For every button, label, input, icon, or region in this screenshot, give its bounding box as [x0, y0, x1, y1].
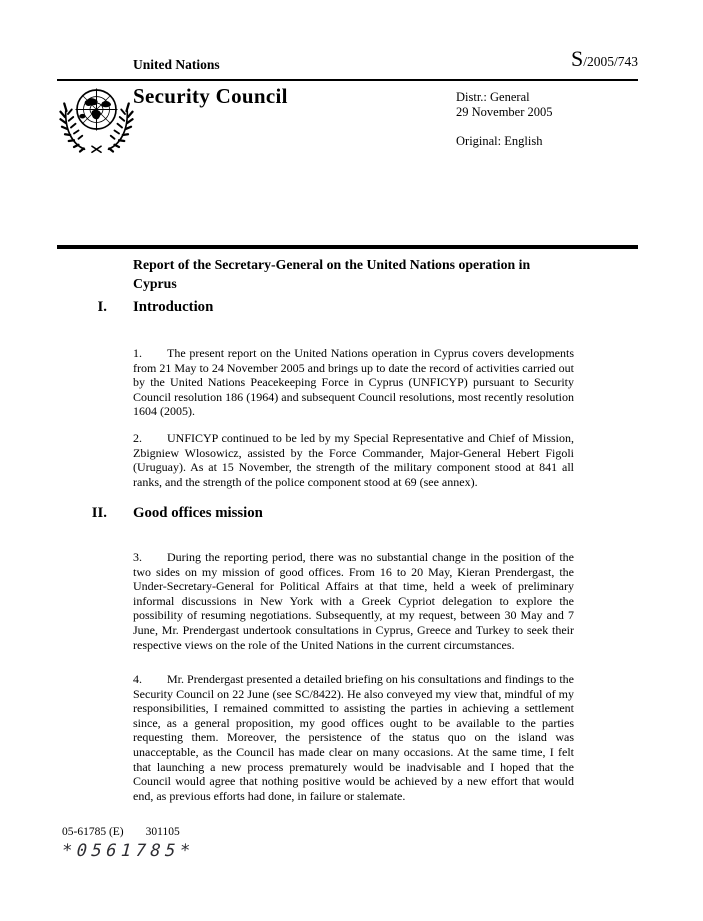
paragraph-2	[133, 431, 574, 489]
paragraph-number: 2.	[133, 431, 142, 445]
date-line: 29 November 2005	[456, 105, 553, 119]
paragraph-number: 4.	[133, 672, 142, 686]
distr-line: Distr.: General	[456, 90, 530, 104]
footer-job-line	[62, 826, 180, 838]
title-rule	[57, 245, 638, 249]
paragraph-4	[133, 672, 574, 803]
paragraph-text: During the reporting period, there was no substantial change in the position of the two sides on my mission of good offices. From 16 to 20 May, Kieran Prendergast, the Under-Secretary-General for Political Affairs at that time, held a week of preliminary informal discussions in New York with a Greek Cypriot delegation to explore the possibility of resuming negotiations. Subsequently, at my request, between 30 May and 7 June, Mr. Prendergast undertook consultations in Cyprus, Greece and Turkey to seek their respective views on the role of the United Nations in the current circumstances.	[133, 550, 574, 652]
report-title: Report of the Secretary-General on the United Nations operation in Cyprus	[133, 257, 531, 291]
section-label: Good offices mission	[133, 505, 263, 521]
organ-title: Security Council	[133, 84, 288, 108]
barcode-text: *0561785*	[61, 841, 196, 861]
paragraph-1	[133, 346, 574, 419]
paragraph-text: UNFICYP continued to be led by my Special Representative and Chief of Mission, Zbigniew Wlosowicz, assisted by the Force Commander, Major-General Hebert Figoli (Uruguay). As at 15 November, the strength of the military component stood at 841 all ranks, and the strength of the police component stood at 69 (see annex).	[133, 431, 574, 489]
un-emblem-icon	[59, 81, 134, 156]
distribution-block	[456, 90, 553, 149]
doc-symbol	[571, 46, 638, 72]
paragraph-number: 3.	[133, 550, 142, 564]
section-numeral: II.	[91, 505, 107, 521]
section-label: Introduction	[133, 299, 214, 315]
original-language-line: Original: English	[456, 134, 543, 148]
masthead-org: United Nations	[133, 57, 220, 72]
paragraph-text: The present report on the United Nations operation in Cyprus covers developments from 21 May to 24 November 2005 and brings up to date the record of activities carried out by the United Nations Peacekeeping Force in Cyprus (UNFICYP) pursuant to Security Council resolution 186 (1964) and subsequent Council resolutions, most recently resolution 1604 (2005).	[133, 346, 574, 419]
section-heading-introduction	[60, 299, 213, 316]
paragraph-text: Mr. Prendergast presented a detailed briefing on his consultations and findings to the Security Council on 22 June (see SC/8422). He also conveyed my view that, mindful of my responsibilities, I remained committed to assisting the parties in achieving a settlement since, as a general proposition, my good offices ought to be available to the parties requesting them. Moreover, the persistence of the status quo on the island was unacceptable, as the Council has made clear on many occasions. At the same time, I felt that launching a new process prematurely would be inadvisable and I hoped that the Council would agree that nothing positive would be achieved by a new effort that would end, as previous efforts had done, in failure or stalemate.	[133, 672, 574, 803]
section-numeral: I.	[97, 299, 107, 315]
paragraph-3	[133, 550, 574, 652]
section-heading-good-offices	[60, 505, 263, 522]
masthead-rule	[57, 79, 638, 81]
footer-print-date: 301105	[145, 826, 180, 838]
doc-symbol-rest: /2005/743	[583, 54, 638, 69]
paragraph-number: 1.	[133, 346, 142, 360]
doc-symbol-initial: S	[570, 46, 584, 71]
footer-job-code: 05-61785 (E)	[62, 826, 124, 838]
